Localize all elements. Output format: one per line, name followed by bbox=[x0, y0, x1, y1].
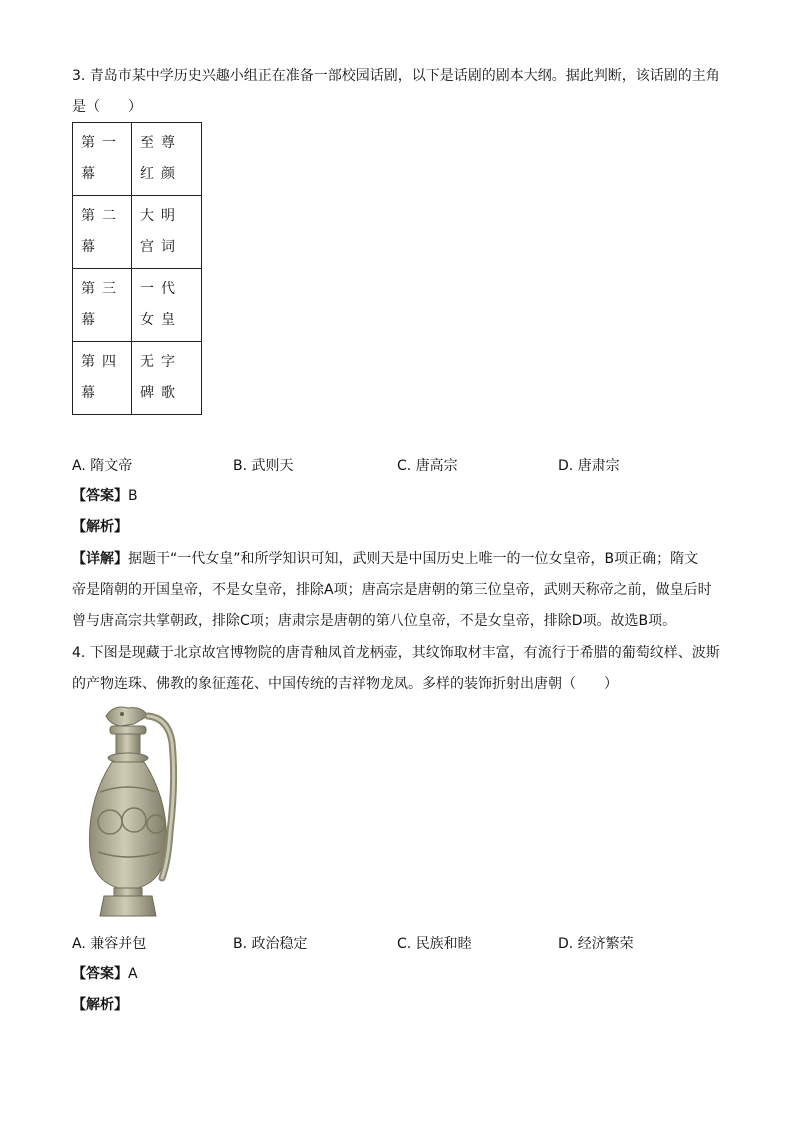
answer-tag: 【答案】 bbox=[72, 966, 128, 982]
act-cell: 第四幕 bbox=[81, 354, 123, 401]
q3-option-d: D. 唐肃宗 bbox=[558, 458, 620, 474]
q4-analysis-tag: 【解析】 bbox=[72, 997, 128, 1013]
act-title-cell: 至尊红颜 bbox=[140, 135, 182, 182]
q3-option-c: C. 唐高宗 bbox=[397, 458, 458, 474]
q3-option-b: B. 武则天 bbox=[233, 458, 294, 474]
celadon-phoenix-head-ewer-image bbox=[76, 702, 186, 924]
q4-stem-line2: 的产物连珠、佛教的象征莲花、中国传统的吉祥物龙凤。多样的装饰折射出唐朝（ ） bbox=[72, 676, 618, 692]
q4-option-c: C. 民族和睦 bbox=[397, 936, 472, 952]
q3-detail-line3: 曾与唐高宗共掌朝政，排除C项；唐肃宗是唐朝的第八位皇帝，不是女皇帝，排除D项。故选B项。 bbox=[72, 613, 677, 629]
detail-tag: 【详解】 bbox=[72, 551, 128, 567]
q3-detail-line2: 帝是隋朝的开国皇帝，不是女皇帝，排除A项；唐高宗是唐朝的第三位皇帝，武则天称帝之前，做皇后时 bbox=[72, 582, 712, 598]
act-title-cell: 无字碑歌 bbox=[140, 354, 182, 401]
q3-stem-line1: 3. 青岛市某中学历史兴趣小组正在准备一部校园话剧，以下是话剧的剧本大纲。据此判断，该话剧的主角 bbox=[72, 68, 720, 84]
q3-detail-line1: 【详解】据题干“一代女皇”和所学知识可知，武则天是中国历史上唯一的一位女皇帝，B项正确；隋文 bbox=[72, 551, 699, 567]
answer-tag: 【答案】 bbox=[72, 488, 128, 504]
table-row bbox=[73, 196, 202, 269]
table-row bbox=[73, 123, 202, 196]
answer-value: A bbox=[128, 966, 138, 982]
q4-option-b: B. 政治稳定 bbox=[233, 936, 308, 952]
q3-stem-line2: 是（ ） bbox=[72, 99, 142, 115]
act-cell: 第二幕 bbox=[81, 208, 123, 255]
act-title-cell: 大明宫词 bbox=[140, 208, 182, 255]
act-title-cell: 一代女皇 bbox=[140, 281, 182, 328]
q3-analysis-tag: 【解析】 bbox=[72, 519, 128, 535]
q3-answer bbox=[72, 486, 138, 506]
table-row bbox=[73, 342, 202, 415]
answer-value: B bbox=[128, 488, 138, 504]
q3-script-outline-table bbox=[72, 122, 202, 415]
q3-options bbox=[72, 455, 732, 475]
q4-option-d: D. 经济繁荣 bbox=[558, 936, 634, 952]
q4-option-a: A. 兼容并包 bbox=[72, 936, 147, 952]
q4-options bbox=[72, 933, 732, 953]
table-row bbox=[73, 269, 202, 342]
act-cell: 第三幕 bbox=[81, 281, 123, 328]
q4-stem-line1: 4. 下图是现藏于北京故宫博物院的唐青釉凤首龙柄壶，其纹饰取材丰富，有流行于希腊的葡萄纹样、波斯 bbox=[72, 645, 720, 661]
q3-option-a: A. 隋文帝 bbox=[72, 458, 133, 474]
act-cell: 第一幕 bbox=[81, 135, 123, 182]
q4-answer bbox=[72, 964, 138, 984]
